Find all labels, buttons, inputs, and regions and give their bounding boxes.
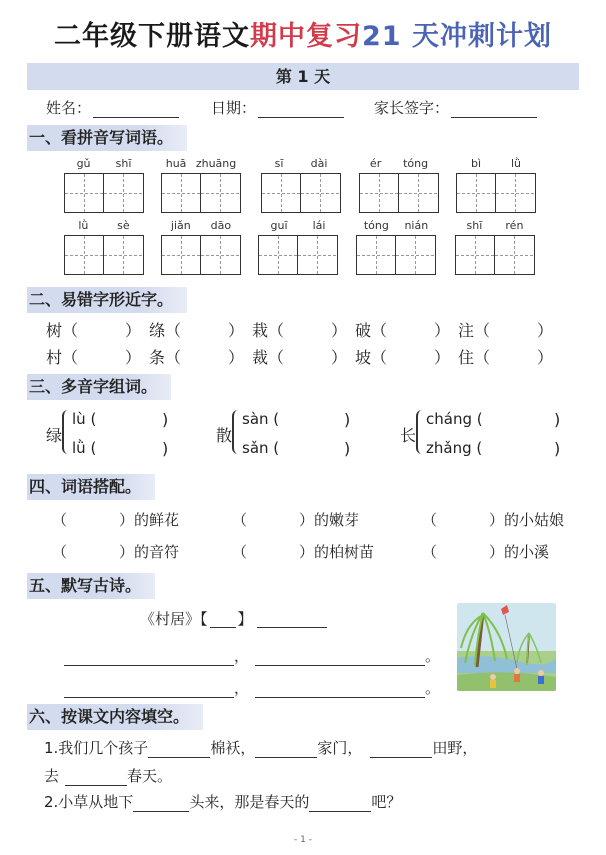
writing-cell[interactable] <box>357 236 396 274</box>
pinyin-syllable: shī <box>115 157 132 170</box>
char-compare-item <box>252 318 355 341</box>
writing-cell[interactable] <box>399 174 437 212</box>
writing-cell[interactable] <box>396 236 434 274</box>
paren-open: （ <box>165 348 182 367</box>
similar-chars-row-2 <box>46 345 561 368</box>
paren-open: （ <box>268 348 285 367</box>
poem-blank-3[interactable] <box>64 679 234 698</box>
char: 绦 <box>149 321 166 340</box>
pinyin-syllable: ér <box>369 157 382 170</box>
pinyin-word-group <box>161 219 241 275</box>
writing-cell[interactable] <box>65 174 104 212</box>
paren-close: ) <box>162 410 169 429</box>
paren-open: （ <box>371 321 388 340</box>
pinyin-word-group <box>64 157 144 213</box>
paren-open: （ <box>62 321 79 340</box>
pinyin-syllable: huā <box>165 157 187 170</box>
char-compare-item <box>149 318 252 341</box>
reading-1[interactable]: cháng ( <box>426 410 483 428</box>
writing-cell[interactable] <box>457 174 496 212</box>
writing-cell[interactable] <box>456 236 495 274</box>
paren-open: （ <box>232 543 248 561</box>
match-row-2 <box>52 541 582 562</box>
writing-cell[interactable] <box>201 236 239 274</box>
section-1-heading: 一、看拼音写词语。 <box>27 125 187 151</box>
pinyin-word-group <box>359 157 439 213</box>
brace <box>62 410 70 454</box>
pinyin-syllable: lǜ <box>78 219 89 232</box>
match-item <box>52 541 232 562</box>
polyphonic-char: 散 <box>216 426 233 445</box>
char-compare-item <box>458 345 561 368</box>
char-compare-item <box>355 318 458 341</box>
paren-open: （ <box>474 348 491 367</box>
paren-close: ） <box>330 321 347 340</box>
pinyin-label <box>456 157 536 173</box>
similar-chars-row-1 <box>46 318 561 341</box>
paren-close: ) <box>554 410 561 429</box>
pinyin-word-group <box>356 219 436 275</box>
char: 栽 <box>252 321 269 340</box>
char: 注 <box>458 321 475 340</box>
answer-blank[interactable] <box>290 318 326 341</box>
paren-close: ） <box>536 321 553 340</box>
section-4-heading: 四、词语搭配。 <box>27 474 155 500</box>
match-item <box>422 541 582 562</box>
paren-close: ） <box>227 348 244 367</box>
answer-blank[interactable] <box>496 345 532 368</box>
writing-cell[interactable] <box>301 174 339 212</box>
page-title <box>0 14 606 53</box>
writing-cell[interactable] <box>360 174 399 212</box>
paren-close: ） <box>433 348 450 367</box>
pinyin-word-group <box>161 157 241 213</box>
match-item <box>232 541 422 562</box>
char: 裁 <box>252 348 269 367</box>
polyphonic-char: 长 <box>400 426 417 445</box>
pinyin-syllable: shī <box>466 219 483 232</box>
paren-close: ） <box>433 321 450 340</box>
paren-close: ) <box>344 410 351 429</box>
char-compare-item <box>355 345 458 368</box>
char: 破 <box>355 321 372 340</box>
match-suffix: ）的嫩芽 <box>299 511 360 529</box>
paren-open: （ <box>165 321 182 340</box>
pinyin-syllable: lái <box>312 219 326 232</box>
poem-blank-1[interactable] <box>64 647 234 666</box>
pinyin-label <box>161 157 241 173</box>
paren-open: （ <box>268 321 285 340</box>
writing-cell[interactable] <box>201 174 239 212</box>
paren-open: （ <box>52 543 68 561</box>
fill-line-2 <box>44 765 172 786</box>
fill-text: 2.小草从地下 <box>44 793 134 811</box>
char: 住 <box>458 348 475 367</box>
pinyin-syllable: guī <box>270 219 288 232</box>
name-field[interactable] <box>93 99 179 118</box>
writing-grid <box>356 235 436 275</box>
writing-grid <box>359 173 439 213</box>
writing-grid <box>64 235 144 275</box>
paren-close: ） <box>330 348 347 367</box>
paren-close: ） <box>227 321 244 340</box>
pinyin-syllable: jiǎn <box>170 219 191 232</box>
info-row <box>46 97 566 118</box>
fill-line-3 <box>44 791 401 812</box>
date-field[interactable] <box>258 99 344 118</box>
section-2-heading: 二、易错字形近字。 <box>27 287 187 313</box>
answer-blank[interactable] <box>290 345 326 368</box>
pinyin-syllable: zhuāng <box>195 157 237 170</box>
paren-open: （ <box>422 543 438 561</box>
match-suffix: ）的小溪 <box>489 543 550 561</box>
pinyin-syllable: tóng <box>403 157 429 170</box>
fill-line-1 <box>44 737 477 758</box>
paren-open: （ <box>474 321 491 340</box>
fill-text: 棉袄， <box>210 739 256 757</box>
pinyin-word-group <box>261 157 341 213</box>
fill-text: 田野， <box>432 739 478 757</box>
writing-cell[interactable] <box>496 174 534 212</box>
char: 村 <box>46 348 63 367</box>
match-suffix: ）的柏树苗 <box>299 543 375 561</box>
answer-blank[interactable] <box>437 509 489 530</box>
pinyin-word-group <box>455 219 535 275</box>
poem-title: 《村居》【 <box>140 610 208 628</box>
paren-open: （ <box>232 511 248 529</box>
pinyin-label <box>258 219 338 235</box>
writing-grid <box>161 235 241 275</box>
answer-blank[interactable] <box>187 318 223 341</box>
reading-1[interactable]: lù ( <box>72 410 97 428</box>
answer-blank[interactable] <box>247 541 299 562</box>
char: 坡 <box>355 348 372 367</box>
date-label: 日期： <box>211 99 257 117</box>
pinyin-syllable: bì <box>470 157 482 170</box>
village-scene-illustration <box>457 603 556 691</box>
answer-blank[interactable] <box>67 541 119 562</box>
answer-blank[interactable] <box>67 509 119 530</box>
char-compare-item <box>46 318 149 341</box>
title-part2: 期中复习 <box>250 21 362 52</box>
char-compare-item <box>458 318 561 341</box>
writing-cell[interactable] <box>495 236 533 274</box>
pinyin-syllable: nián <box>404 219 429 232</box>
pinyin-syllable: gǔ <box>76 157 91 170</box>
poem-author-blank[interactable] <box>210 609 236 628</box>
writing-grid <box>161 173 241 213</box>
poem-dynasty-blank[interactable] <box>257 609 327 628</box>
section-5-heading: 五、默写古诗。 <box>27 573 155 599</box>
writing-cell[interactable] <box>104 236 142 274</box>
poem-blank-2[interactable] <box>255 647 425 666</box>
writing-cell[interactable] <box>298 236 336 274</box>
answer-blank[interactable] <box>437 541 489 562</box>
writing-cell[interactable] <box>65 236 104 274</box>
fill-text: 去 <box>44 767 60 785</box>
pinyin-label <box>161 219 241 235</box>
fill-blank-4[interactable] <box>65 767 127 786</box>
writing-grid <box>456 173 536 213</box>
writing-cell[interactable] <box>162 236 201 274</box>
section-6-heading: 六、按课文内容填空。 <box>27 704 203 730</box>
pinyin-syllable: dāo <box>210 219 232 232</box>
char-compare-item <box>149 345 252 368</box>
poem-line-1 <box>64 645 440 666</box>
match-suffix: ）的小姑娘 <box>489 511 565 529</box>
parent-signature-field[interactable] <box>451 99 537 118</box>
fill-text: 家门， <box>317 739 363 757</box>
pinyin-label <box>261 157 341 173</box>
match-item <box>232 509 422 530</box>
writing-grid <box>261 173 341 213</box>
fill-text: 吧？ <box>371 793 402 811</box>
fill-text: 头来，那是春天的 <box>189 793 310 811</box>
pinyin-label <box>64 157 144 173</box>
pinyin-label <box>356 219 436 235</box>
char-compare-item <box>252 345 355 368</box>
pinyin-syllable: sī <box>274 157 284 170</box>
fill-text: 1.我们几个孩子 <box>44 739 149 757</box>
paren-close: ） <box>124 348 141 367</box>
answer-blank[interactable] <box>247 509 299 530</box>
title-part3: 21 天冲刺计划 <box>362 21 552 52</box>
reading-1[interactable]: sàn ( <box>242 410 280 428</box>
brace <box>232 410 240 454</box>
fill-text: 春天。 <box>127 767 173 785</box>
paren-close: ) <box>344 439 351 458</box>
polyphonic-char: 绿 <box>46 426 63 445</box>
writing-cell[interactable] <box>262 174 301 212</box>
writing-grid <box>455 235 535 275</box>
parent-label: 家长签字： <box>374 99 450 117</box>
reading-2[interactable]: lǜ ( <box>72 439 97 457</box>
answer-blank[interactable] <box>393 318 429 341</box>
writing-cell[interactable] <box>162 174 201 212</box>
pinyin-label <box>455 219 535 235</box>
pinyin-syllable: rén <box>505 219 524 232</box>
poem-title-row <box>140 608 327 629</box>
comma: ， <box>234 647 250 665</box>
fill-blank-6[interactable] <box>309 793 371 812</box>
pinyin-word-group <box>258 219 338 275</box>
pinyin-label <box>359 157 439 173</box>
period: 。 <box>425 679 441 697</box>
poem-blank-4[interactable] <box>255 679 425 698</box>
paren-open: （ <box>52 511 68 529</box>
pinyin-syllable: tóng <box>363 219 389 232</box>
brace <box>416 410 424 454</box>
comma: ， <box>234 679 250 697</box>
char-compare-item <box>46 345 149 368</box>
pinyin-syllable: sè <box>117 219 130 232</box>
name-label: 姓名： <box>46 99 92 117</box>
answer-blank[interactable] <box>84 318 120 341</box>
match-suffix: ）的音符 <box>119 543 180 561</box>
writing-grid <box>258 235 338 275</box>
answer-blank[interactable] <box>187 345 223 368</box>
poem-line-2 <box>64 677 440 698</box>
day-banner: 第 1 天 <box>27 63 579 90</box>
match-item <box>422 509 582 530</box>
writing-cell[interactable] <box>259 236 298 274</box>
page-number: - 1 - <box>294 835 312 845</box>
paren-open: （ <box>422 511 438 529</box>
pinyin-label <box>64 219 144 235</box>
section-3-heading: 三、多音字组词。 <box>27 374 171 400</box>
char: 条 <box>149 348 166 367</box>
poem-bracket-close: 】 <box>237 610 253 628</box>
match-row-1 <box>52 509 582 530</box>
fill-blank-3[interactable] <box>370 739 432 758</box>
reading-2[interactable]: sǎn ( <box>242 439 280 457</box>
paren-close: ) <box>162 439 169 458</box>
answer-blank[interactable] <box>393 345 429 368</box>
title-part1: 二年级下册语文 <box>54 21 250 52</box>
answer-blank[interactable] <box>496 318 532 341</box>
fill-blank-1[interactable] <box>148 739 210 758</box>
fill-blank-5[interactable] <box>133 793 189 812</box>
paren-close: ) <box>554 439 561 458</box>
paren-open: （ <box>62 348 79 367</box>
pinyin-word-group <box>64 219 144 275</box>
writing-cell[interactable] <box>104 174 142 212</box>
fill-blank-2[interactable] <box>255 739 317 758</box>
paren-close: ） <box>124 321 141 340</box>
answer-blank[interactable] <box>84 345 120 368</box>
paren-close: ） <box>536 348 553 367</box>
period: 。 <box>425 647 441 665</box>
char: 树 <box>46 321 63 340</box>
writing-grid <box>64 173 144 213</box>
paren-open: （ <box>371 348 388 367</box>
pinyin-word-group <box>456 157 536 213</box>
match-item <box>52 509 232 530</box>
match-suffix: ）的鲜花 <box>119 511 180 529</box>
pinyin-syllable: lǜ <box>510 157 521 170</box>
pinyin-syllable: dài <box>310 157 328 170</box>
reading-2[interactable]: zhǎng ( <box>426 439 483 457</box>
